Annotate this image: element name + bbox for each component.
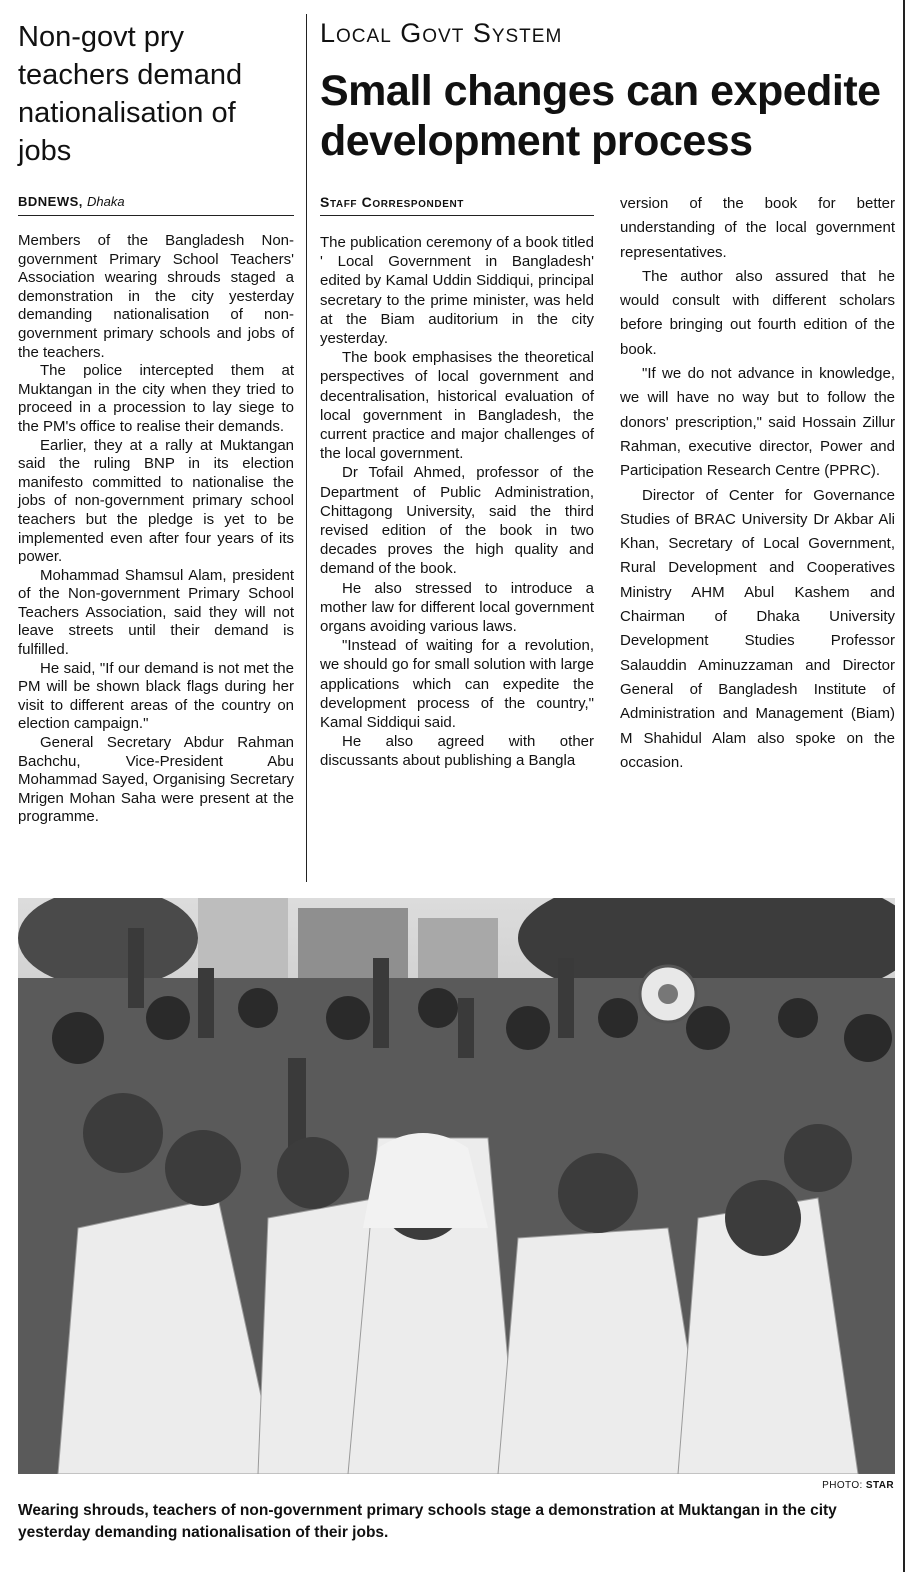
main-story-kicker: Local Govt System — [320, 18, 563, 48]
left-story-place: Dhaka — [87, 194, 125, 209]
left-paragraph: General Secretary Abdur Rahman Bachchu, Vice-President Abu Mohammad Sayed, Organising Secretary Mrigen Mohan Saha were present at the programme. — [18, 734, 294, 826]
photo-credit-label: PHOTO: — [822, 1480, 863, 1491]
column-divider — [306, 14, 307, 882]
left-paragraph: The police intercepted them at Muktangan in the city when they tried to proceed in a procession to lay siege to the PM's office to realise their demands. — [18, 362, 294, 435]
main-paragraph: Director of Center for Governance Studies of BRAC University Dr Akbar Ali Khan, Secretary of Local Government, Rural Development and Cooperatives Ministry AHM Abul Kashem and Chairman of Dhaka University Development Studies Professor Salauddin Aminuzzaman and Director General of Bangladesh Institute of Administration and Management (Biam) M Shahidul Alam also spoke on the occasion. — [620, 486, 895, 771]
main-story-byline: Staff Correspondent — [320, 194, 594, 216]
photo-credit — [822, 1480, 894, 1491]
left-story — [18, 18, 294, 827]
left-paragraph: Earlier, they at a rally at Muktangan said the ruling BNP in its election manifesto committed to nationalise the jobs of non-government primary school teachers but the pledge is yet to be implemented even after four years of its power. — [18, 436, 294, 566]
main-paragraph: He also stressed to introduce a mother law for different local government organs avoiding various laws. — [320, 579, 594, 636]
main-paragraph: The book emphasises the theoretical perspectives of local government and decentralisation, historical evaluation of local government in Bangladesh, the current practice and major challenges of the local government. — [320, 349, 594, 463]
main-story-headline[interactable]: Small changes can expedite development process — [320, 67, 881, 165]
left-story-agency: BDNEWS, — [18, 194, 83, 209]
left-paragraph: Mohammad Shamsul Alam, president of the Non-government Primary School Teachers Association, said they will not leave streets until their demand is fulfilled. — [18, 566, 294, 659]
left-paragraph: Members of the Bangladesh Non-government Primary School Teachers' Association wearing shrouds staged a demonstration in the city yesterday demanding nationalisation of non-government primary schools and jobs of the teachers. — [18, 232, 294, 361]
main-paragraph: He also agreed with other discussants about publishing a Bangla — [320, 733, 594, 770]
photo-credit-source: STAR — [865, 1480, 894, 1491]
left-story-headline[interactable]: Non-govt pry teachers demand nationalisation of jobs — [18, 21, 243, 167]
left-story-byline — [18, 194, 294, 216]
crowd-photo-illustration — [18, 898, 895, 1474]
main-paragraph: The author also assured that he would consult with different scholars before bringing out fourth edition of the book. — [620, 267, 895, 358]
main-paragraph: Dr Tofail Ahmed, professor of the Department of Public Administration, Chittagong University, said the third revised edition of the book in two decades proves the high quality and demand of the book. — [320, 464, 594, 578]
main-paragraph: "If we do not advance in knowledge, we will have no way but to follow the donors' prescription," said Hossain Zillur Rahman, executive director, Power and Participation Research Centre (PPRC). — [620, 365, 895, 480]
photo-caption: Wearing shrouds, teachers of non-government primary schools stage a demonstration at Muktangan in the city yesterday demanding nationalisation of their jobs. — [18, 1502, 837, 1541]
main-paragraph: "Instead of waiting for a revolution, we should go for small solution with large applications which can expedite the development process of the country," Kamal Siddiqui said. — [320, 637, 594, 732]
main-paragraph: version of the book for better understanding of the local government representatives. — [620, 195, 895, 261]
left-story-body — [18, 232, 294, 827]
main-story-column-2 — [620, 192, 895, 775]
demonstration-photo[interactable] — [18, 898, 895, 1474]
left-paragraph: He said, "If our demand is not met the PM will be shown black flags during her visit to different areas of the country on election campaign." — [18, 659, 294, 733]
main-paragraph: The publication ceremony of a book titled ' Local Government in Bangladesh' edited by Kamal Uddin Siddiqui, principal secretary to the prime minister, was held at the Biam auditorium in the city yesterday. — [320, 234, 594, 348]
main-story-column-1 — [320, 233, 594, 771]
